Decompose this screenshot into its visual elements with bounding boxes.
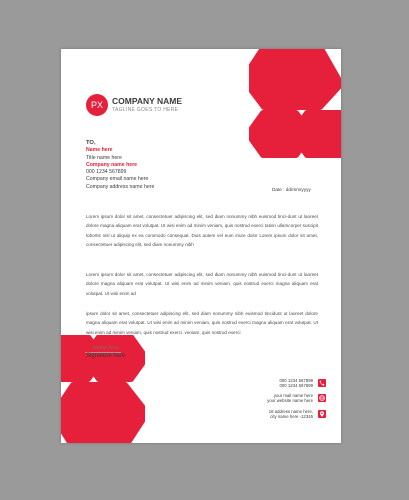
recipient-block [86,140,154,191]
body-paragraph: Lorem ipsum dolor sit amet, consectetuer adipiscing elit, sed diam nonummy nibh euismod tinci-dunt ut laoreet dolore magna aliquam erat volutpat. Ut wisi enim ad minim veniam, quis nostrud exerci tation ullamcorper suscipit lobortis nisl ut aliquip ex ea commodo consequat. Duis autem vel eum iriure dolor Lorem ipsum dolor sit amet, consectetuer adipiscing elit, sed diam nonummy nibh [86,214,318,248]
top-right-hexagon-decoration [249,49,341,159]
letter-date: Date : dd/mm/yyyy [272,187,311,192]
recipient-phone: 000 1234 567899 [86,169,127,176]
contact-mail: your mail name here [273,393,313,398]
contact-phones [280,378,313,388]
recipient-title: Title name here [86,154,122,161]
contact-address-line: 18 address name here, [268,409,313,414]
recipient-address: Company address name here [86,183,155,190]
body-paragraph: Lorem ipsum dolor sit amet, consectetuer adipiscing elit, sed diam nonummy nibh euismod tinci-dunt ut laoreet dolore magna aliquam erat volutpat. Ut wisi enim ad minim veniam, quis nostrud exerci magna aliquam erat volutpat. Ut wisi enim ad [86,272,318,296]
letterhead-page [61,49,341,443]
hexagon-shape [249,49,341,107]
phone-icon [318,379,326,387]
recipient-to: TO, [86,140,96,146]
contact-website: your website name here [267,398,313,404]
contact-web [267,393,313,403]
contact-address [269,409,313,419]
recipient-email: Company email name here [86,176,149,183]
contact-address-line: city name here -12345 [270,414,313,420]
company-name: COMPANY NAME [112,96,183,106]
globe-icon [318,394,326,402]
signature-script: Name here [93,346,119,351]
body-paragraph: ipsum dolor sit amet, consectetuer adipiscing elit, sed diam nonummy nibh euismod tincidunt ut laoreet dolore magna aliquam erat volutpat. Ut wisi enim ad minim veniam, quis nostrud exerci magna aliquam erat volutpat. Ut wisi enim ad minim veniam, quis nostrud exerci .veniam, quis nostrud exerci [86,311,318,335]
hexagon-shape [61,385,145,443]
recipient-company: Company name here [86,161,138,168]
location-pin-icon [318,410,326,418]
company-logo: PX [86,94,108,116]
company-tagline: TAGLINE GOES TO HERE [112,107,179,113]
hexagon-shape [292,113,341,155]
contact-phone: 000 1234 567899 [279,383,313,389]
contact-phone: 000 1234 567899 [279,378,313,383]
recipient-name: Name here [86,147,113,154]
signature-label: Signature here [86,353,126,359]
